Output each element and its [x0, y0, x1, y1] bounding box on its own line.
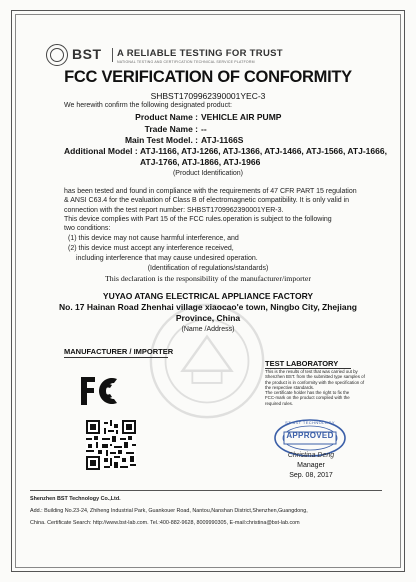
product-identification-label: (Product Identification) — [172, 170, 244, 177]
lab-note-line: The certificate holder has the right to fix the — [265, 390, 350, 396]
trade-name-value: -- — [201, 124, 207, 134]
condition-2: (2) this device must accept any interference received, — [68, 245, 234, 252]
additional-model-label: Additional Model : — [64, 146, 138, 156]
signature: Christina Deng — [287, 452, 335, 459]
signature-date: Sep. 08, 2017 — [289, 472, 333, 479]
certificate-number: SHBST1709962390001YEC-3 — [150, 91, 266, 101]
declaration-text: This declaration is the responsibility of the manufacturer/importer — [105, 274, 311, 283]
condition-2b: including interference that may cause undesired operation. — [76, 255, 258, 262]
brand-tagline: A RELIABLE TESTING FOR TRUST — [117, 48, 283, 59]
brand-name: BST — [72, 46, 102, 62]
lab-note-line: the product is in conformity with the specification of — [265, 379, 365, 385]
additional-model-line1: ATJ-1166, ATJ-1266, ATJ-1366, ATJ-1466, ATJ-1566, ATJ-1666, — [140, 146, 387, 156]
manufacturer-address-line1: No. 17 Hainan Road Zhenhai village xiaocao'e town, Ningbo City, Zhejiang — [59, 302, 357, 312]
main-model-label: Main Test Model. : — [124, 135, 198, 145]
manufacturer-name: YUYAO ATANG ELECTRICAL APPLIANCE FACTORY — [102, 291, 314, 301]
signer-role: Manager — [297, 462, 325, 469]
fcc-logo-icon — [79, 375, 125, 407]
name-address-label: (Name /Address) — [181, 326, 235, 333]
lab-note-line: FCC-mark on the product complied with the — [265, 395, 350, 401]
footer-company: Shenzhen BST Technology Co.,Ltd. — [30, 496, 121, 502]
lab-note-line: the respective standards. — [265, 384, 315, 390]
brand-tagline-sub: NATIONAL TESTING AND CERTIFICATION TECHNICAL SERVICE PLATFORM — [117, 60, 255, 64]
manufacturer-importer-label: MANUFACTURER / IMPORTER — [64, 347, 174, 356]
footer-contact: China. Certificate Search: http://www.bst-lab.com. Tel.:400-882-9628, 8009990305, E-mail:christina@bst-lab.com — [30, 520, 300, 526]
footer-divider — [30, 490, 382, 491]
body-line-5: two conditions: — [64, 225, 111, 232]
stamp-approved-text: APPROVED — [286, 431, 334, 440]
regulations-label: (Identification of regulations/standards) — [147, 265, 269, 272]
bst-logo-icon — [46, 44, 68, 66]
footer-address: Add.: Building No.23-24, Zhiheng Industrial Park, Guankouer Road, Nantou,Nanshan District,Shenzhen,Guangdong, — [30, 508, 308, 514]
condition-1: (1) this device may not cause harmful interference, and — [68, 235, 239, 242]
test-laboratory-label: TEST LABORATORY — [265, 359, 339, 368]
main-model-value: ATJ-1166S — [201, 135, 244, 145]
test-laboratory-note — [265, 369, 365, 406]
trade-name-label: Trade Name : — [144, 124, 198, 134]
body-line-1: has been tested and found in compliance with the requirements of 47 CFR PART 15 regulation — [64, 188, 357, 195]
qr-code-icon — [86, 420, 136, 470]
product-name-value: VEHICLE AIR PUMP — [201, 112, 282, 122]
lab-note-line: This is the results of test that was carried out by — [265, 369, 358, 374]
intro-text: We herewith confirm the following designated product: — [64, 102, 232, 109]
manufacturer-underline — [64, 357, 168, 358]
stamp-ring-text: SZ BST TECHNOLOGY — [285, 420, 335, 425]
body-line-4: This device complies with Part 15 of the FCC rules.operation is subject to the following — [64, 216, 332, 223]
lab-note-line: Shenzhen BST. from the submitted type samples of — [265, 374, 365, 380]
manufacturer-address-line2: Province, China — [175, 313, 241, 323]
body-line-3: connection with the test report number: SHBST1709962390001YER-3. — [64, 207, 284, 214]
additional-model-line2: ATJ-1766, ATJ-1866, ATJ-1966 — [140, 157, 261, 167]
body-line-2: & ANSI C63.4 for the evaluation of Class B of electromagnetic compatibility. It is only valid in — [64, 197, 350, 204]
brand-divider — [112, 48, 113, 62]
lab-note-line: required rules. — [265, 400, 294, 406]
page-title: FCC VERIFICATION OF CONFORMITY — [64, 68, 352, 86]
product-name-label: Product Name : — [135, 112, 198, 122]
